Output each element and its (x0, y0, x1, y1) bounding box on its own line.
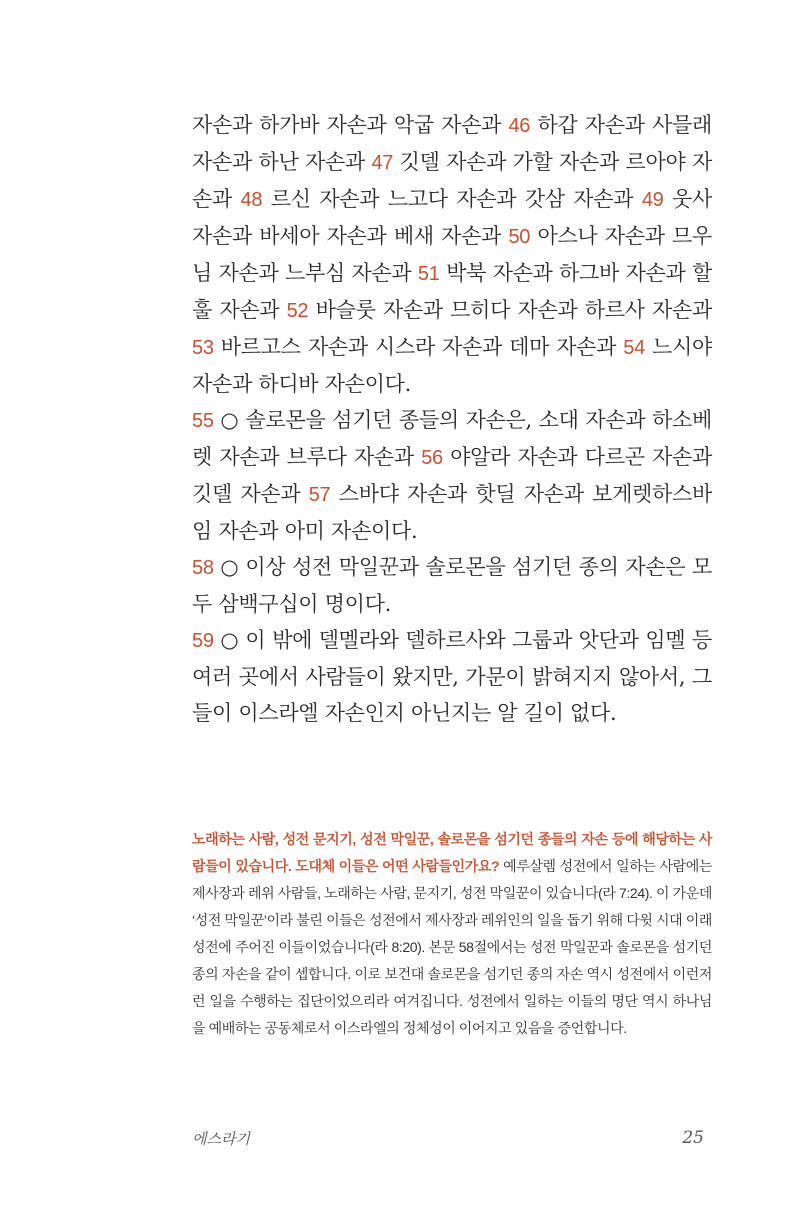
verse-number: 54 (623, 337, 645, 359)
verse-text: 바슬룻 자손과 므히다 자손과 하르사 자손과 (308, 298, 712, 322)
running-footer-title: 에스라기 (192, 1130, 250, 1148)
verse-number: 51 (417, 263, 440, 285)
page-number: 25 (682, 1128, 704, 1148)
scripture-paragraph (192, 107, 712, 402)
verse-text: 아스나 자손과 므우님 자손과 느부심 자손과 (192, 224, 713, 285)
verse-text: 르신 자손과 느고다 자손과 갓삼 자손과 (262, 187, 642, 211)
scripture-paragraph (192, 549, 712, 622)
verse-number: 58 (192, 557, 214, 579)
commentary-note (192, 826, 712, 1042)
verse-text: 바르고스 자손과 시스라 자손과 데마 자손과 (213, 335, 624, 359)
verse-text: 야알라 자손과 다르곤 자손과 깃델 자손과 (192, 445, 712, 506)
verse-number: 46 (508, 115, 531, 137)
note-answer: 예루살렘 성전에서 일하는 사람에는 제사장과 레위 사람들, 노래하는 사람, 문지기, 성전 막일꾼이 있습니다(라 7:24). 이 가운데 ‘성전 막일꾼’이라 불린 이들은 성전에서 제사장과 레위인의 일을 돕기 위해 다윗 시대 이래 성전에 주어진 이들이었습니다(라 8:20). 본문 58절에서는 성전 막일꾼과 솔로몬을 섬기던 종의 자손을 같이 셉합니다. 이로 보건대 솔로몬을 섬기던 종의 자손 역시 성전에서 이런저런 일을 수행하는 집단이었으리라 여겨집니다. 성전에서 일하는 이들의 명단 역시 하나님을 예배하는 공동체로서 이스라엘의 정체성이 이어지고 있음을 증언합니다. (192, 858, 712, 1036)
verse-number: 48 (240, 189, 263, 211)
verse-text: ○ 솔로몬을 섬기던 종들의 자손은, 소대 자손과 하소베렛 자손과 브루다 자손과 (192, 408, 712, 469)
verse-text: 박북 자손과 하그바 자손과 할훌 자손과 (192, 261, 712, 322)
verse-number: 55 (192, 410, 214, 432)
verse-text: 자손과 하가바 자손과 악굽 자손과 (192, 113, 509, 137)
verse-number: 53 (192, 337, 214, 359)
verse-text: ○ 이 밖에 델멜라와 델하르사와 그룹과 앗단과 임멜 등 여러 곳에서 사람들이 왔지만, 가문이 밝혀지지 않아서, 그들이 이스라엘 자손인지 아닌지는 알 길이 없다. (192, 628, 712, 725)
verse-text: 하갑 자손과 사믈래 자손과 하난 자손과 (192, 113, 713, 174)
verse-text: 스바댜 자손과 핫딜 자손과 보게렛하스바임 자손과 아미 자손이다. (192, 482, 712, 543)
verse-text: 웃사 자손과 바세아 자손과 베새 자손과 (192, 187, 712, 248)
verse-number: 52 (286, 300, 309, 322)
note-question: 노래하는 사람, 성전 문지기, 성전 막일꾼, 솔로몬을 섬기던 종들의 자손 등에 해당하는 사람들이 있습니다. 도대체 이들은 어떤 사람들인가요? (192, 831, 712, 874)
scripture-paragraph (192, 622, 712, 731)
verse-number: 57 (308, 484, 331, 506)
verse-number: 47 (371, 152, 394, 174)
verse-text: ○ 이상 성전 막일꾼과 솔로몬을 섬기던 종의 자손은 모두 삼백구십이 명이다. (192, 555, 712, 616)
verse-number: 59 (192, 630, 214, 652)
verse-number: 56 (421, 447, 443, 469)
scripture-body (192, 107, 712, 731)
verse-text: 깃델 자손과 가할 자손과 르아야 자손과 (192, 150, 712, 211)
scripture-paragraph (192, 402, 712, 549)
verse-number: 50 (508, 226, 531, 248)
verse-text: 느시야 자손과 하디바 자손이다. (192, 335, 713, 396)
verse-number: 49 (641, 189, 664, 211)
